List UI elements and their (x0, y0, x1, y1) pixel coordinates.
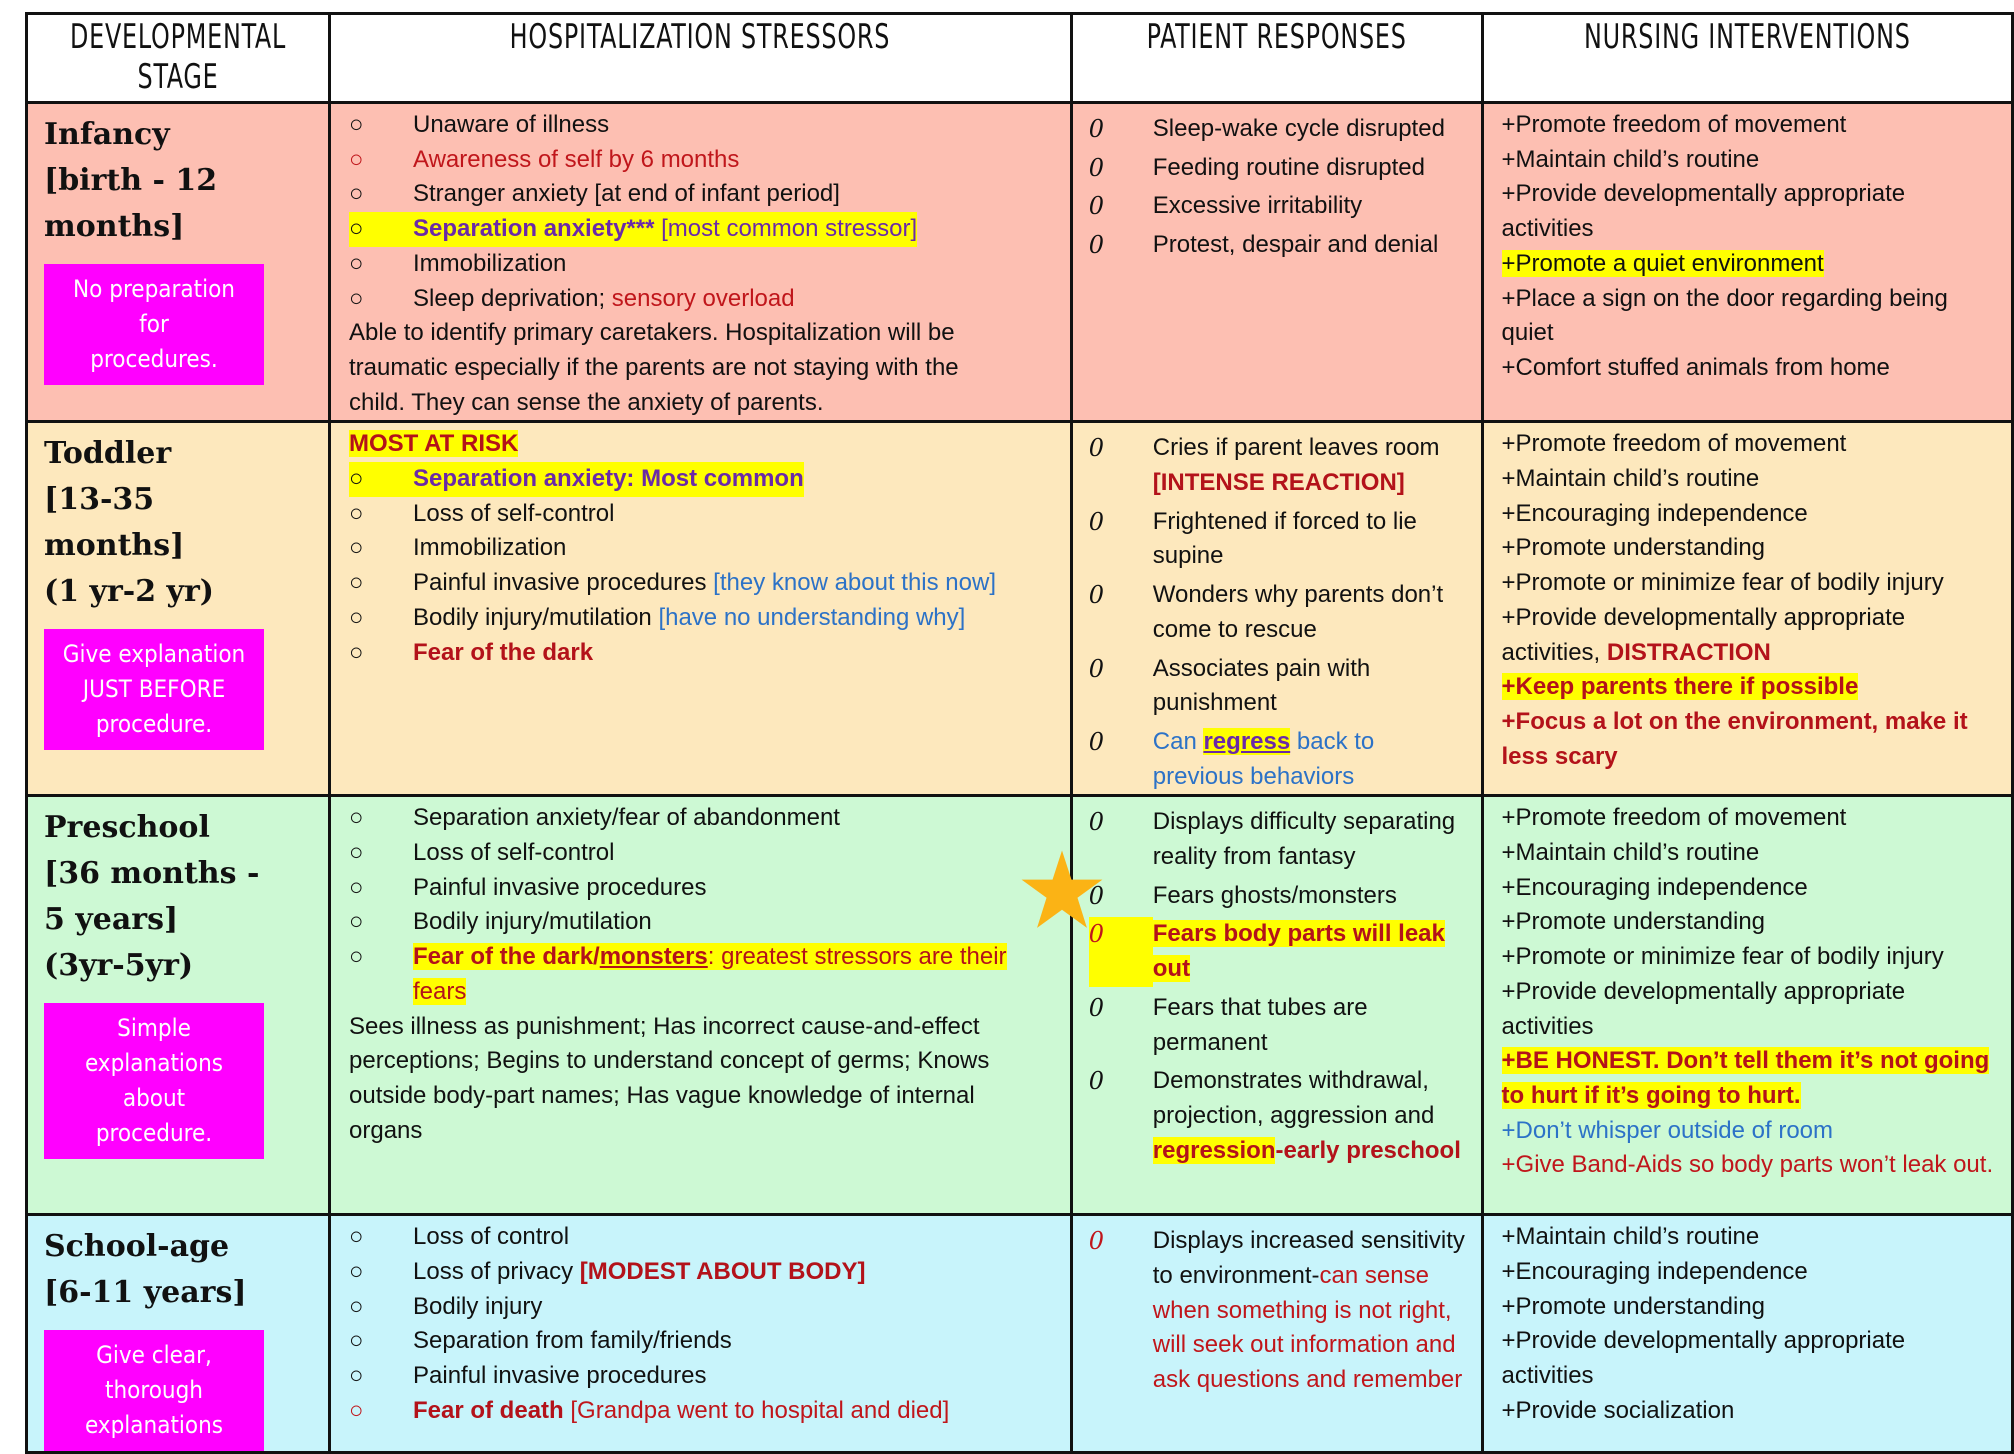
responses-infancy (1071, 103, 1482, 422)
circle-bullet-icon: ○ (349, 145, 364, 173)
list-item: +Promote a quiet environment (1501, 249, 1824, 277)
list-item: +Provide developmentally appropriate activities, DISTRACTION (1501, 603, 1906, 666)
stage-school-age (27, 1215, 330, 1453)
stage-toddler (27, 422, 330, 796)
circle-bullet-icon: ○ (349, 1362, 364, 1390)
list-item: +BE HONEST. Don’t tell them it’s not going to hurt if it’s going to hurt. (1501, 1047, 1990, 1109)
circle-bullet-icon: ○ (349, 943, 364, 971)
list-item: +Promote or minimize fear of bodily injury (1501, 569, 1944, 597)
list-item: +Promote or minimize fear of bodily injury (1501, 943, 1944, 971)
stressors-toddler (330, 422, 1072, 796)
circle-bullet-icon: ○ (349, 1327, 364, 1355)
zero-bullet-icon: 0 (1088, 153, 1105, 182)
risk-label: MOST AT RISK (349, 430, 519, 458)
list-item: 0 Feeding routine disrupted (1089, 151, 1469, 186)
circle-bullet-icon: ○ (349, 180, 364, 208)
stage-name: School-age [6-11 years] (44, 1229, 247, 1311)
list-item: ○ Bodily injury/mutilation [have no understanding why] (349, 601, 1052, 636)
stress-table (25, 12, 2014, 1454)
list-item: ○ Immobilization (349, 247, 1052, 282)
stressors-preschool (330, 796, 1072, 1215)
list-item: +Promote freedom of movement (1501, 430, 1847, 458)
zero-bullet-icon: 0 (1088, 581, 1105, 610)
list-item: ○ Loss of self-control (349, 497, 1052, 532)
responses-school-age (1071, 1215, 1482, 1453)
list-item: ○ Loss of self-control (349, 836, 1052, 871)
list-item: ○ Separation anxiety/fear of abandonment (349, 801, 1052, 836)
interventions-school-age (1482, 1215, 2012, 1453)
list-item: ○ Painful invasive procedures [they know about this now] (349, 566, 1052, 601)
list-item: +Focus a lot on the environment, make it less scary (1501, 707, 1968, 770)
note: Sees illness as punishment; Has incorrect cause-and-effect perceptions; Begins to understand concept of germs; Knows outside body-part names; Has vague knowledge of internal organs (349, 1012, 990, 1144)
circle-bullet-icon: ○ (349, 603, 364, 631)
list-item: 0 Associates pain with punishment (1089, 652, 1469, 721)
list-item: +Promote freedom of movement (1501, 111, 1847, 138)
header-interventions: NURSING INTERVENTIONS (1482, 14, 2012, 103)
zero-bullet-icon: 0 (1088, 507, 1105, 536)
circle-bullet-icon: ○ (349, 1258, 364, 1286)
list-item: 0 Sleep-wake cycle disrupted (1089, 112, 1469, 147)
list-item: 0 Excessive irritability (1089, 189, 1469, 224)
circle-bullet-icon: ○ (349, 462, 413, 497)
circle-bullet-icon: ○ (349, 569, 364, 597)
zero-bullet-icon: 0 (1088, 808, 1105, 837)
circle-bullet-icon: ○ (349, 873, 364, 901)
zero-bullet-icon: 0 (1088, 434, 1105, 463)
list-item: +Encouraging independence (1501, 1258, 1808, 1286)
list-item: ○ Loss of control (349, 1220, 1052, 1255)
list-item: ○ Painful invasive procedures (349, 1359, 1052, 1394)
list-item: +Promote understanding (1501, 534, 1766, 562)
circle-bullet-icon: ○ (349, 249, 364, 277)
interventions-infancy (1482, 103, 2012, 422)
header-stressors: HOSPITALIZATION STRESSORS (330, 14, 1072, 103)
circle-bullet-icon: ○ (349, 1223, 364, 1251)
list-item: +Maintain child’s routine (1501, 465, 1760, 493)
list-item: ○ Fear of death [Grandpa went to hospital and died] (349, 1394, 1052, 1429)
list-item: +Place a sign on the door regarding being quiet (1501, 284, 1948, 347)
note: Able to identify primary caretakers. Hospitalization will be traumatic especially if the parents are not staying with the child. They can sense the anxiety of parents. (349, 319, 959, 416)
list-item: 0 Protest, despair and denial (1089, 228, 1469, 263)
responses-toddler (1071, 422, 1482, 796)
zero-bullet-icon: 0 (1088, 231, 1105, 260)
prep-box: Simple explanations about procedure. (44, 1003, 264, 1159)
list-item: 0 Wonders why parents don’t come to rescue (1089, 578, 1469, 647)
circle-bullet-icon: ○ (349, 1292, 364, 1320)
list-item: +Maintain child’s routine (1501, 1223, 1760, 1251)
list-item: ○ Separation anxiety: Most common (349, 462, 1052, 497)
zero-bullet-icon: 0 (1088, 727, 1105, 756)
list-item: +Encouraging independence (1501, 873, 1808, 901)
row-infancy (27, 103, 2013, 422)
list-item: 0 Demonstrates withdrawal, projection, aggression and regression-early preschool (1089, 1064, 1469, 1168)
list-item: ○ Awareness of self by 6 months (349, 143, 1052, 178)
list-item: +Promote freedom of movement (1501, 804, 1847, 832)
list-item: ○ Fear of the dark (349, 636, 1052, 671)
circle-bullet-icon: ○ (349, 804, 364, 832)
circle-bullet-icon: ○ (349, 1396, 364, 1424)
zero-bullet-icon: 0 (1088, 654, 1105, 683)
row-toddler (27, 422, 2013, 796)
zero-bullet-icon: 0 (1088, 881, 1105, 910)
list-item: ○ Sleep deprivation; sensory overload (349, 282, 1052, 317)
list-item: ○ Immobilization (349, 531, 1052, 566)
list-item: ○ Fear of the dark/monsters: greatest stressors are their fears (349, 940, 1052, 1009)
circle-bullet-icon: ○ (349, 839, 364, 867)
list-item: +Maintain child’s routine (1501, 145, 1760, 173)
list-item: +Promote understanding (1501, 908, 1766, 936)
list-item: +Maintain child’s routine (1501, 839, 1760, 867)
circle-bullet-icon: ○ (349, 534, 364, 562)
stressors-infancy (330, 103, 1072, 422)
stage-infancy (27, 103, 330, 422)
list-item: ○ Painful invasive procedures (349, 871, 1052, 906)
prep-box: No preparation for procedures. (44, 264, 264, 385)
list-item: +Encouraging independence (1501, 499, 1808, 527)
list-item: 0 Cries if parent leaves room [INTENSE REACTION] (1089, 431, 1469, 500)
zero-bullet-icon: 0 (1088, 993, 1105, 1022)
stage-preschool (27, 796, 330, 1215)
star-icon (1019, 847, 1105, 933)
list-item: 0 Fears ghosts/monsters (1089, 879, 1469, 914)
list-item: +Provide developmentally appropriate activities (1501, 1327, 1906, 1390)
list-item: 0 Fears that tubes are permanent (1089, 991, 1469, 1060)
list-item: +Comfort stuffed animals from home (1501, 353, 1890, 381)
list-item: 0 Fears body parts will leak out (1089, 917, 1469, 986)
row-preschool (27, 796, 2013, 1215)
header-responses: PATIENT RESPONSES (1071, 14, 1482, 103)
list-item: +Provide developmentally appropriate activities (1501, 977, 1906, 1040)
list-item: ○ Loss of privacy [MODEST ABOUT BODY] (349, 1255, 1052, 1290)
list-item: ○ Separation anxiety*** [most common stressor] (349, 212, 1052, 247)
zero-bullet-icon: 0 (1088, 192, 1105, 221)
zero-bullet-icon: 0 (1089, 917, 1153, 986)
stressors-school-age (330, 1215, 1072, 1453)
list-item: +Promote understanding (1501, 1292, 1766, 1320)
list-item: +Provide developmentally appropriate activities (1501, 180, 1906, 243)
prep-box: Give clear, thorough explanations (44, 1330, 264, 1451)
list-item: +Don’t whisper outside of room (1501, 1116, 1834, 1144)
header-stage: DEVELOPMENTAL STAGE (27, 14, 330, 103)
list-item: 0 Can regress back to previous behaviors (1089, 725, 1469, 794)
zero-bullet-icon: 0 (1088, 115, 1105, 143)
circle-bullet-icon: ○ (349, 284, 364, 312)
header-row (27, 14, 2013, 103)
list-item: ○ Unaware of illness (349, 108, 1052, 143)
stage-name: Preschool [36 months - 5 years] (3yr-5yr) (44, 810, 260, 984)
list-item: 0 Frightened if forced to lie supine (1089, 505, 1469, 574)
zero-bullet-icon: 0 (1088, 1227, 1105, 1256)
responses-preschool (1071, 796, 1482, 1215)
interventions-preschool (1482, 796, 2012, 1215)
circle-bullet-icon: ○ (349, 908, 364, 936)
circle-bullet-icon: ○ (349, 499, 364, 527)
list-item: ○ Bodily injury/mutilation (349, 905, 1052, 940)
list-item: 0 Displays difficulty separating reality from fantasy (1089, 805, 1469, 874)
list-item: +Give Band-Aids so body parts won’t leak out. (1501, 1151, 1994, 1179)
list-item: +Provide socialization (1501, 1396, 1735, 1424)
stage-name: Infancy [birth - 12 months] (44, 117, 218, 244)
row-school-age (27, 1215, 2013, 1453)
list-item: +Keep parents there if possible (1501, 673, 1859, 701)
circle-bullet-icon: ○ (349, 111, 364, 138)
zero-bullet-icon: 0 (1088, 1067, 1105, 1096)
list-item: 0 Displays increased sensitivity to environment-can sense when something is not right, will seek out information and ask questions and remember (1089, 1224, 1469, 1398)
list-item: ○ Separation from family/friends (349, 1324, 1052, 1359)
stage-name: Toddler [13-35 months] (1 yr-2 yr) (44, 436, 214, 610)
circle-bullet-icon: ○ (349, 638, 364, 666)
prep-box: Give explanation JUST BEFORE procedure. (44, 629, 264, 750)
interventions-toddler (1482, 422, 2012, 796)
list-item: ○ Bodily injury (349, 1290, 1052, 1325)
list-item: ○ Stranger anxiety [at end of infant period] (349, 177, 1052, 212)
circle-bullet-icon: ○ (349, 212, 413, 247)
